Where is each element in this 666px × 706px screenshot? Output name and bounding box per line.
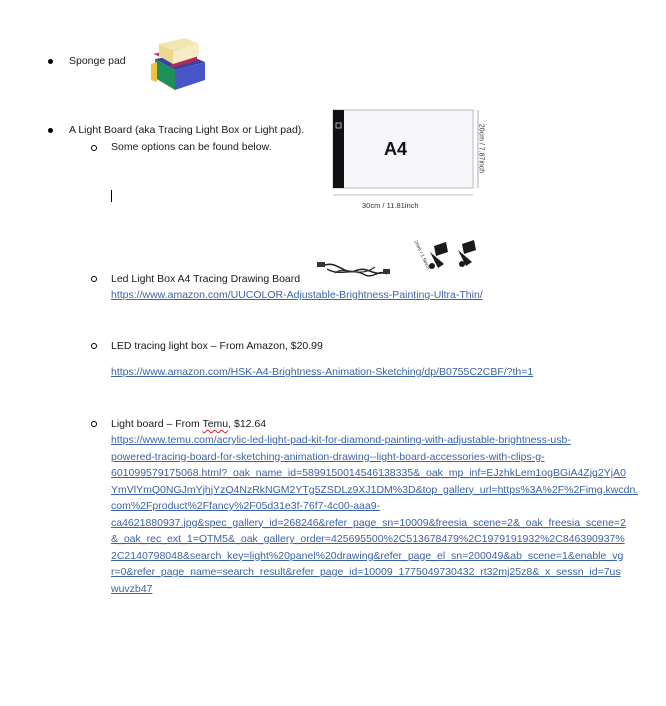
option-link-line[interactable]: com%2Fproduct%2Ffancy%2F05d31e3f-76f7-4c00-aaa9-	[111, 500, 381, 512]
sub-intro-text: Some options can be found below.	[111, 141, 272, 153]
option-link-line[interactable]: YmVlYmQ0NGJmYjhjYzQ4NzRkNGM2YTg5ZSDLz9XJ1DM%3D&top_gallery_url=https%3A%2F%2Fimg.kwcdn.	[111, 483, 639, 496]
option-title-prefix: Light board – From	[111, 418, 203, 430]
sub-bullet-circle	[91, 276, 97, 282]
sponge-pad-image	[143, 34, 213, 94]
sub-bullet-circle	[91, 421, 97, 427]
spellcheck-word: Temu	[202, 418, 229, 430]
option-link-line[interactable]: powered-tracing-board-for-sketching-animation-drawing--light-board-accessories-with-clips-g-	[111, 450, 545, 463]
sub-bullet-circle	[91, 145, 97, 151]
option-link-line[interactable]: wuvzb47	[111, 582, 153, 595]
bullet-dot	[48, 128, 53, 133]
list-item-sponge-pad: Sponge pad	[69, 55, 126, 67]
option-link-line[interactable]: 2C2140798048&search_key=light%20panel%20drawing&refer_page_el_sn=200049&ab_scene=1&enable_vg	[111, 549, 624, 562]
option-title: Led Light Box A4 Tracing Drawing Board	[111, 273, 301, 285]
board-width-label: 30cm / 11.81inch	[362, 201, 419, 210]
option-link-line[interactable]: r=0&refer_page_name=search_result&refer_page_id=10009_1775049730432_rt32mj25z8&_x_sessn_id=7us	[111, 566, 621, 578]
text-cursor	[111, 190, 112, 202]
light-board-image	[318, 105, 488, 215]
option-link-line[interactable]: ca4621880937.jpg&spec_gallery_id=268246&refer_page_sn=10009&freesia_scene=2&_oak_freesia_scene=2	[111, 516, 626, 529]
binder-clips-image	[410, 238, 490, 280]
option-title: LED tracing light box – From Amazon, $20.99	[111, 340, 323, 352]
option-title	[111, 418, 266, 431]
board-size-label: A4	[384, 139, 408, 159]
usb-cable-image	[315, 255, 393, 285]
option-link-line[interactable]: &_oak_rec_ext_1=OTM5&_oak_gallery_order=425695500%2C513678479%2C1979191932%2C846390937%	[111, 533, 625, 545]
option-link[interactable]: https://www.amazon.com/UUCOLOR-Adjustable-Brightness-Painting-Ultra-Thin/	[111, 289, 483, 301]
option-link-line[interactable]: https://www.temu.com/acrylic-led-light-pad-kit-for-diamond-painting-with-adjustable-brightness-usb-	[111, 434, 571, 446]
option-link-line[interactable]: 601099579175068.html?_oak_name_id=5899150014546138335&_oak_mp_inf=EJzhkLem1ogBGiA4Zjg2YjA0	[111, 467, 626, 479]
option-title-suffix: , $12.64	[228, 418, 267, 430]
bullet-dot	[48, 59, 53, 64]
clips-size-label: 2mm / 1.5inch	[412, 239, 432, 271]
option-link[interactable]: https://www.amazon.com/HSK-A4-Brightness-Animation-Sketching/dp/B0755C2CBF/?th=1	[111, 366, 534, 378]
sub-bullet-circle	[91, 343, 97, 349]
board-height-label: 20cm / 7.87inch	[477, 123, 485, 174]
list-item-light-board: A Light Board (aka Tracing Light Box or Light pad).	[69, 124, 305, 136]
